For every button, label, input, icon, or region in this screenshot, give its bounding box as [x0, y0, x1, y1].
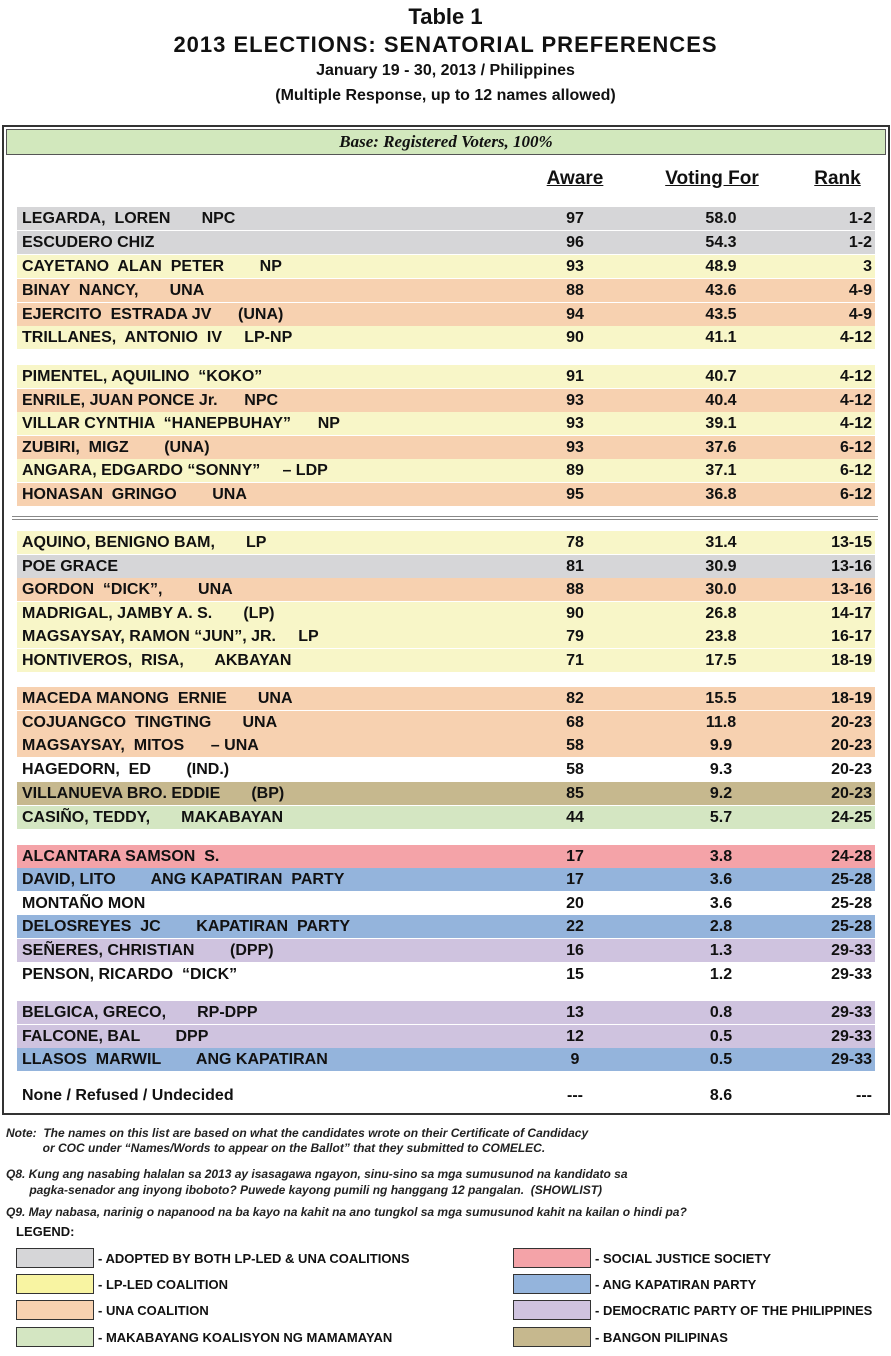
rank-value: ---: [856, 1087, 872, 1104]
rank-value: 29-33: [831, 1004, 872, 1021]
aware-value: 58: [566, 737, 584, 754]
aware-value: 22: [566, 918, 584, 935]
col-header-voting: Voting For: [665, 168, 759, 189]
table-row: [17, 303, 875, 326]
table-row: [17, 279, 875, 302]
table-row: [17, 625, 875, 648]
note-line-1: Note: The names on this list are based on what the candidates wrote on their Certificate of Candidacy: [6, 1126, 589, 1140]
rank-value: 18-19: [831, 690, 872, 707]
aware-value: 58: [566, 761, 584, 778]
rank-value: 25-28: [831, 895, 872, 912]
aware-value: 89: [566, 462, 584, 479]
candidate-name: ESCUDERO CHIZ: [22, 234, 155, 251]
rank-value: 4-12: [839, 392, 872, 409]
table-row: [17, 365, 875, 388]
legend-swatch: [513, 1248, 591, 1268]
col-header-aware: Aware: [546, 168, 604, 189]
candidate-name: CASIÑO, TEDDY, MAKABAYAN: [22, 809, 284, 826]
candidate-name: LLASOS MARWIL ANG KAPATIRAN: [22, 1051, 328, 1068]
rank-value: 24-25: [831, 809, 872, 826]
voting-value: 43.6: [705, 282, 737, 299]
voting-value: 23.8: [705, 628, 737, 645]
aware-value: 71: [566, 652, 584, 669]
legend-label: - UNA COALITION: [98, 1303, 209, 1318]
legend-swatch: [16, 1327, 94, 1347]
none-refused-row: [17, 1084, 875, 1107]
voting-value: 11.8: [705, 714, 737, 731]
table-row: [17, 412, 875, 435]
section-divider: [12, 516, 878, 520]
aware-value: 93: [566, 415, 584, 432]
q8-line-1: Q8. Kung ang nasabing halalan sa 2013 ay isasagawa ngayon, sinu-sino sa mga sumusunod na kandidato sa: [6, 1167, 628, 1181]
voting-value: 39.1: [705, 415, 737, 432]
aware-value: 91: [566, 368, 584, 385]
legend-label: - SOCIAL JUSTICE SOCIETY: [595, 1251, 772, 1266]
table-row: [17, 531, 875, 554]
voting-value: 0.5: [709, 1028, 733, 1045]
note-line-2: or COC under “Names/Words to appear on the Ballot” that they submitted to COMELEC.: [6, 1141, 546, 1155]
legend-label: - MAKABAYANG KOALISYON NG MAMAMAYAN: [98, 1330, 393, 1345]
legend-label: - ANG KAPATIRAN PARTY: [595, 1277, 757, 1292]
voting-value: 26.8: [705, 605, 737, 622]
survey-dates: January 19 - 30, 2013 / Philippines: [316, 62, 575, 79]
rank-value: 29-33: [831, 1028, 872, 1045]
table-row: [17, 711, 875, 734]
voting-value: 8.6: [709, 1087, 733, 1104]
voting-value: 9.2: [709, 785, 733, 802]
voting-value: 0.8: [709, 1004, 733, 1021]
rank-value: 13-16: [831, 558, 872, 575]
voting-value: 5.7: [709, 809, 733, 826]
page-title: 2013 ELECTIONS: SENATORIAL PREFERENCES: [173, 32, 718, 57]
candidate-name: ZUBIRI, MIGZ (UNA): [22, 439, 210, 456]
candidate-name: EJERCITO ESTRADA JV (UNA): [22, 306, 284, 323]
aware-value: ---: [567, 1087, 583, 1104]
candidate-name: POE GRACE: [22, 558, 119, 575]
rank-value: 4-12: [839, 329, 872, 346]
response-note: (Multiple Response, up to 12 names allowed): [275, 87, 616, 104]
voting-value: 2.8: [709, 918, 733, 935]
voting-value: 30.9: [705, 558, 737, 575]
aware-value: 15: [566, 966, 584, 983]
voting-value: 3.8: [709, 848, 733, 865]
aware-value: 20: [566, 895, 584, 912]
candidate-name: BINAY NANCY, UNA: [22, 282, 205, 299]
rank-value: 18-19: [831, 652, 872, 669]
table-row: [17, 602, 875, 625]
legend-label: - DEMOCRATIC PARTY OF THE PHILIPPINES: [595, 1303, 873, 1318]
candidate-name: PENSON, RICARDO “DICK”: [22, 966, 238, 983]
voting-value: 54.3: [705, 234, 737, 251]
candidate-name: MACEDA MANONG ERNIE UNA: [22, 690, 293, 707]
q8-line-2: pagka-senador ang inyong iboboto? Puwede kayong pumili ng hanggang 12 pangalan. (SHOWLIST): [6, 1183, 603, 1197]
aware-value: 17: [566, 871, 584, 888]
voting-value: 36.8: [705, 486, 737, 503]
voting-value: 37.6: [705, 439, 737, 456]
table-row: [17, 939, 875, 962]
aware-value: 79: [566, 628, 584, 645]
table-row: [17, 649, 875, 672]
table-row: [17, 806, 875, 829]
table-row: [17, 1048, 875, 1071]
table-row: [17, 1001, 875, 1024]
rank-value: 4-12: [839, 415, 872, 432]
candidate-name: FALCONE, BAL DPP: [22, 1028, 209, 1045]
voting-value: 3.6: [709, 871, 733, 888]
aware-value: 17: [566, 848, 584, 865]
legend-swatch: [513, 1327, 591, 1347]
voting-value: 0.5: [709, 1051, 733, 1068]
table-row: [17, 555, 875, 578]
rank-value: 16-17: [831, 628, 872, 645]
aware-value: 16: [566, 942, 584, 959]
candidate-name: DELOSREYES JC KAPATIRAN PARTY: [22, 918, 351, 935]
aware-value: 90: [566, 329, 584, 346]
legend-label: - BANGON PILIPINAS: [595, 1330, 728, 1345]
table-row: [17, 687, 875, 710]
rank-value: 20-23: [831, 714, 872, 731]
table-row: [17, 483, 875, 506]
aware-value: 13: [566, 1004, 584, 1021]
voting-value: 41.1: [705, 329, 737, 346]
table-row: [17, 963, 875, 986]
rank-value: 20-23: [831, 785, 872, 802]
aware-value: 12: [566, 1028, 584, 1045]
candidate-name: MAGSAYSAY, MITOS – UNA: [22, 737, 259, 754]
table-row: [17, 578, 875, 601]
table-row: [17, 758, 875, 781]
voting-value: 37.1: [705, 462, 737, 479]
candidate-name: CAYETANO ALAN PETER NP: [22, 258, 282, 275]
voting-value: 9.3: [709, 761, 733, 778]
rank-value: 20-23: [831, 761, 872, 778]
candidate-name: BELGICA, GRECO, RP-DPP: [22, 1004, 258, 1021]
candidate-name: LEGARDA, LOREN NPC: [22, 210, 236, 227]
table-row: [17, 915, 875, 938]
candidate-name: ALCANTARA SAMSON S.: [22, 848, 220, 865]
rank-value: 4-12: [839, 368, 872, 385]
candidate-name: ENRILE, JUAN PONCE Jr. NPC: [22, 392, 279, 409]
voting-value: 30.0: [705, 581, 737, 598]
table-row: [17, 255, 875, 278]
aware-value: 96: [566, 234, 584, 251]
aware-value: 97: [566, 210, 584, 227]
candidate-name: VILLANUEVA BRO. EDDIE (BP): [22, 785, 285, 802]
table-row: [17, 231, 875, 254]
rank-value: 25-28: [831, 871, 872, 888]
voting-value: 40.4: [705, 392, 737, 409]
rank-value: 6-12: [839, 462, 872, 479]
candidate-name: HONTIVEROS, RISA, AKBAYAN: [22, 652, 292, 669]
table-row: [17, 389, 875, 412]
table-row: [17, 892, 875, 915]
candidate-name: PIMENTEL, AQUILINO “KOKO”: [22, 368, 263, 385]
voting-value: 1.2: [709, 966, 733, 983]
base-bar: Base: Registered Voters, 100%: [6, 129, 886, 155]
candidate-name: HAGEDORN, ED (IND.): [22, 761, 230, 778]
table-row: [17, 845, 875, 868]
table-row: [17, 734, 875, 757]
legend-title: LEGEND:: [16, 1224, 75, 1239]
rank-value: 24-28: [831, 848, 872, 865]
candidate-name: MONTAÑO MON: [22, 895, 146, 912]
table-row: [17, 782, 875, 805]
candidate-name: HONASAN GRINGO UNA: [22, 486, 247, 503]
rank-value: 4-9: [848, 282, 872, 299]
aware-value: 81: [566, 558, 584, 575]
voting-value: 1.3: [709, 942, 733, 959]
table-row: [17, 1025, 875, 1048]
legend-swatch: [513, 1300, 591, 1320]
legend-label: - ADOPTED BY BOTH LP-LED & UNA COALITIONS: [98, 1251, 410, 1266]
voting-value: 15.5: [705, 690, 737, 707]
aware-value: 94: [566, 306, 584, 323]
table-row: [17, 207, 875, 230]
aware-value: 85: [566, 785, 584, 802]
voting-value: 48.9: [705, 258, 737, 275]
aware-value: 68: [566, 714, 584, 731]
candidate-name: TRILLANES, ANTONIO IV LP-NP: [22, 329, 293, 346]
voting-value: 9.9: [709, 737, 733, 754]
rank-value: 3: [863, 258, 872, 275]
candidate-name: VILLAR CYNTHIA “HANEPBUHAY” NP: [22, 415, 340, 432]
legend-swatch: [16, 1248, 94, 1268]
legend-swatch: [16, 1274, 94, 1294]
aware-value: 90: [566, 605, 584, 622]
voting-value: 40.7: [705, 368, 737, 385]
candidate-name: GORDON “DICK”, UNA: [22, 581, 233, 598]
voting-value: 58.0: [705, 210, 737, 227]
legend-swatch: [513, 1274, 591, 1294]
table-row: [17, 868, 875, 891]
aware-value: 88: [566, 581, 584, 598]
table-row: [17, 436, 875, 459]
aware-value: 88: [566, 282, 584, 299]
voting-value: 31.4: [705, 534, 737, 551]
aware-value: 93: [566, 392, 584, 409]
table-row: [17, 326, 875, 349]
aware-value: 44: [566, 809, 584, 826]
rank-value: 25-28: [831, 918, 872, 935]
rank-value: 29-33: [831, 1051, 872, 1068]
aware-value: 95: [566, 486, 584, 503]
candidate-name: AQUINO, BENIGNO BAM, LP: [22, 534, 267, 551]
candidate-name: DAVID, LITO ANG KAPATIRAN PARTY: [22, 871, 345, 888]
aware-value: 82: [566, 690, 584, 707]
candidate-name: ANGARA, EDGARDO “SONNY” – LDP: [22, 462, 328, 479]
voting-value: 3.6: [709, 895, 733, 912]
aware-value: 9: [570, 1051, 580, 1068]
candidate-name: MADRIGAL, JAMBY A. S. (LP): [22, 605, 275, 622]
rank-value: 1-2: [848, 210, 872, 227]
rank-value: 6-12: [839, 486, 872, 503]
legend-swatch: [16, 1300, 94, 1320]
rank-value: 4-9: [848, 306, 872, 323]
rank-value: 1-2: [848, 234, 872, 251]
table-label: Table 1: [408, 4, 483, 29]
candidate-name: SEÑERES, CHRISTIAN (DPP): [22, 942, 274, 959]
legend-label: - LP-LED COALITION: [98, 1277, 228, 1292]
col-header-rank: Rank: [814, 168, 861, 189]
rank-value: 13-16: [831, 581, 872, 598]
candidate-name: COJUANGCO TINGTING UNA: [22, 714, 278, 731]
aware-value: 93: [566, 258, 584, 275]
aware-value: 78: [566, 534, 584, 551]
voting-value: 17.5: [705, 652, 737, 669]
voting-value: 43.5: [705, 306, 737, 323]
candidate-name: MAGSAYSAY, RAMON “JUN”, JR. LP: [22, 628, 319, 645]
rank-value: 13-15: [831, 534, 872, 551]
candidate-name: None / Refused / Undecided: [22, 1087, 234, 1104]
aware-value: 93: [566, 439, 584, 456]
rank-value: 29-33: [831, 966, 872, 983]
q9-line: Q9. May nabasa, narinig o napanood na ba kayo na kahit na ano tungkol sa mga sumusunod kahit na kailan o hindi pa?: [6, 1205, 687, 1219]
table-row: [17, 459, 875, 482]
rank-value: 20-23: [831, 737, 872, 754]
rank-value: 6-12: [839, 439, 872, 456]
rank-value: 14-17: [831, 605, 872, 622]
rank-value: 29-33: [831, 942, 872, 959]
